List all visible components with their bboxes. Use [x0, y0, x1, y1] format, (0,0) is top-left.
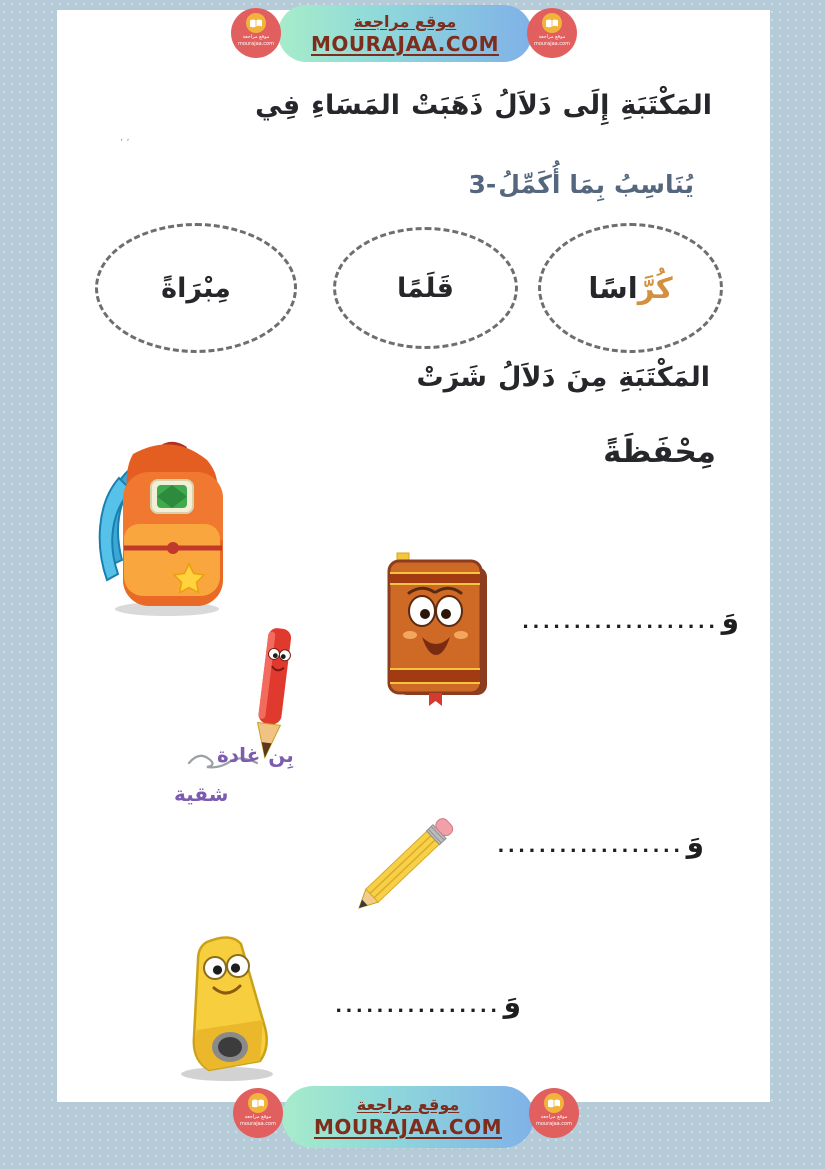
worksheet-content	[57, 10, 770, 1102]
signature-name-line2	[174, 782, 228, 806]
word: مِحْفَظَةً	[603, 434, 716, 470]
book-icon	[542, 13, 562, 33]
exercise-heading	[468, 170, 694, 199]
mourajaa-logo-footer-right	[529, 1088, 579, 1138]
option-word: مِبْرَاةً	[161, 272, 231, 304]
mourajaa-logo-right	[527, 8, 577, 58]
mourajaa-logo-footer-left	[233, 1088, 283, 1138]
exercise-number: 3-	[468, 170, 497, 199]
site-domain-link[interactable]: MOURAJAA.COM	[314, 1115, 502, 1139]
site-name-arabic[interactable]: موقع مراجعة	[356, 1095, 460, 1114]
answer-dotted-blank: ................	[335, 996, 501, 1017]
logo-caption-ar: موقع مراجعة	[538, 34, 566, 40]
answer-waw-prefix: وَ	[686, 826, 704, 859]
header-banner[interactable]	[278, 5, 532, 62]
answer-waw-prefix: وَ	[503, 986, 521, 1019]
option-word-rest: اسًا	[588, 271, 638, 305]
mourajaa-logo-left	[231, 8, 281, 58]
logo-caption-ar: موقع مراجعة	[540, 1114, 568, 1120]
option-oval-kurrasan[interactable]	[538, 223, 723, 353]
answer-line-1	[522, 602, 739, 635]
answer-line-2	[498, 826, 705, 859]
option-oval-qalaman[interactable]	[333, 227, 518, 349]
footer-banner[interactable]	[282, 1086, 534, 1148]
answer-dotted-blank: ..................	[497, 836, 684, 857]
signature-name-line1	[217, 743, 294, 767]
sentence-bought	[416, 362, 710, 393]
answer-line-3	[335, 986, 521, 1019]
first-item-word	[603, 434, 716, 470]
word: فِي	[255, 90, 301, 121]
sentence-evening	[255, 90, 712, 121]
book-icon	[248, 1093, 268, 1113]
book-icon	[246, 13, 266, 33]
book-character-illustration	[367, 547, 507, 707]
word: المَسَاءِ	[311, 90, 401, 121]
word: أُكَمِّلُ	[498, 170, 561, 199]
word: بِن	[268, 743, 294, 767]
word: شقية	[174, 782, 229, 806]
logo-caption-en: mourajaa.com	[239, 1121, 276, 1127]
word: إِلَى	[562, 90, 610, 121]
word: بِمَا	[569, 170, 605, 199]
word: شَرَتْ	[416, 362, 487, 393]
site-name-arabic[interactable]: موقع مراجعة	[353, 11, 457, 31]
word: مِنَ	[566, 362, 608, 393]
answer-waw-prefix: وَ	[721, 602, 739, 635]
option-word	[588, 271, 672, 305]
word: المَكْتَبَةِ	[620, 90, 712, 121]
option-word-highlight: كُرَّ	[637, 271, 673, 305]
answer-dotted-blank: ...................	[522, 612, 719, 633]
logo-caption-en: mourajaa.com	[237, 41, 274, 47]
word: غادة	[217, 743, 261, 767]
logo-caption-en: mourajaa.com	[535, 1121, 572, 1127]
book-icon	[544, 1093, 564, 1113]
word: دَلاَلُ	[497, 362, 556, 393]
logo-caption-en: mourajaa.com	[533, 41, 570, 47]
word: يُنَاسِبُ	[613, 170, 694, 199]
backpack-illustration	[85, 428, 235, 618]
logo-caption-ar: موقع مراجعة	[242, 34, 270, 40]
yellow-pencil-illustration	[349, 798, 467, 924]
logo-caption-ar: موقع مراجعة	[244, 1114, 272, 1120]
option-word: قَلَمًا	[397, 272, 454, 304]
word: المَكْتَبَةِ	[618, 362, 710, 393]
stray-diacritic-mark: ٬ ٬	[120, 138, 130, 149]
word: ذَهَبَتْ	[411, 90, 484, 121]
word: دَلاَلُ	[494, 90, 552, 121]
option-oval-mibratan[interactable]	[95, 223, 297, 353]
site-domain-link[interactable]: MOURAJAA.COM	[311, 31, 499, 56]
sharpener-illustration	[167, 930, 289, 1082]
